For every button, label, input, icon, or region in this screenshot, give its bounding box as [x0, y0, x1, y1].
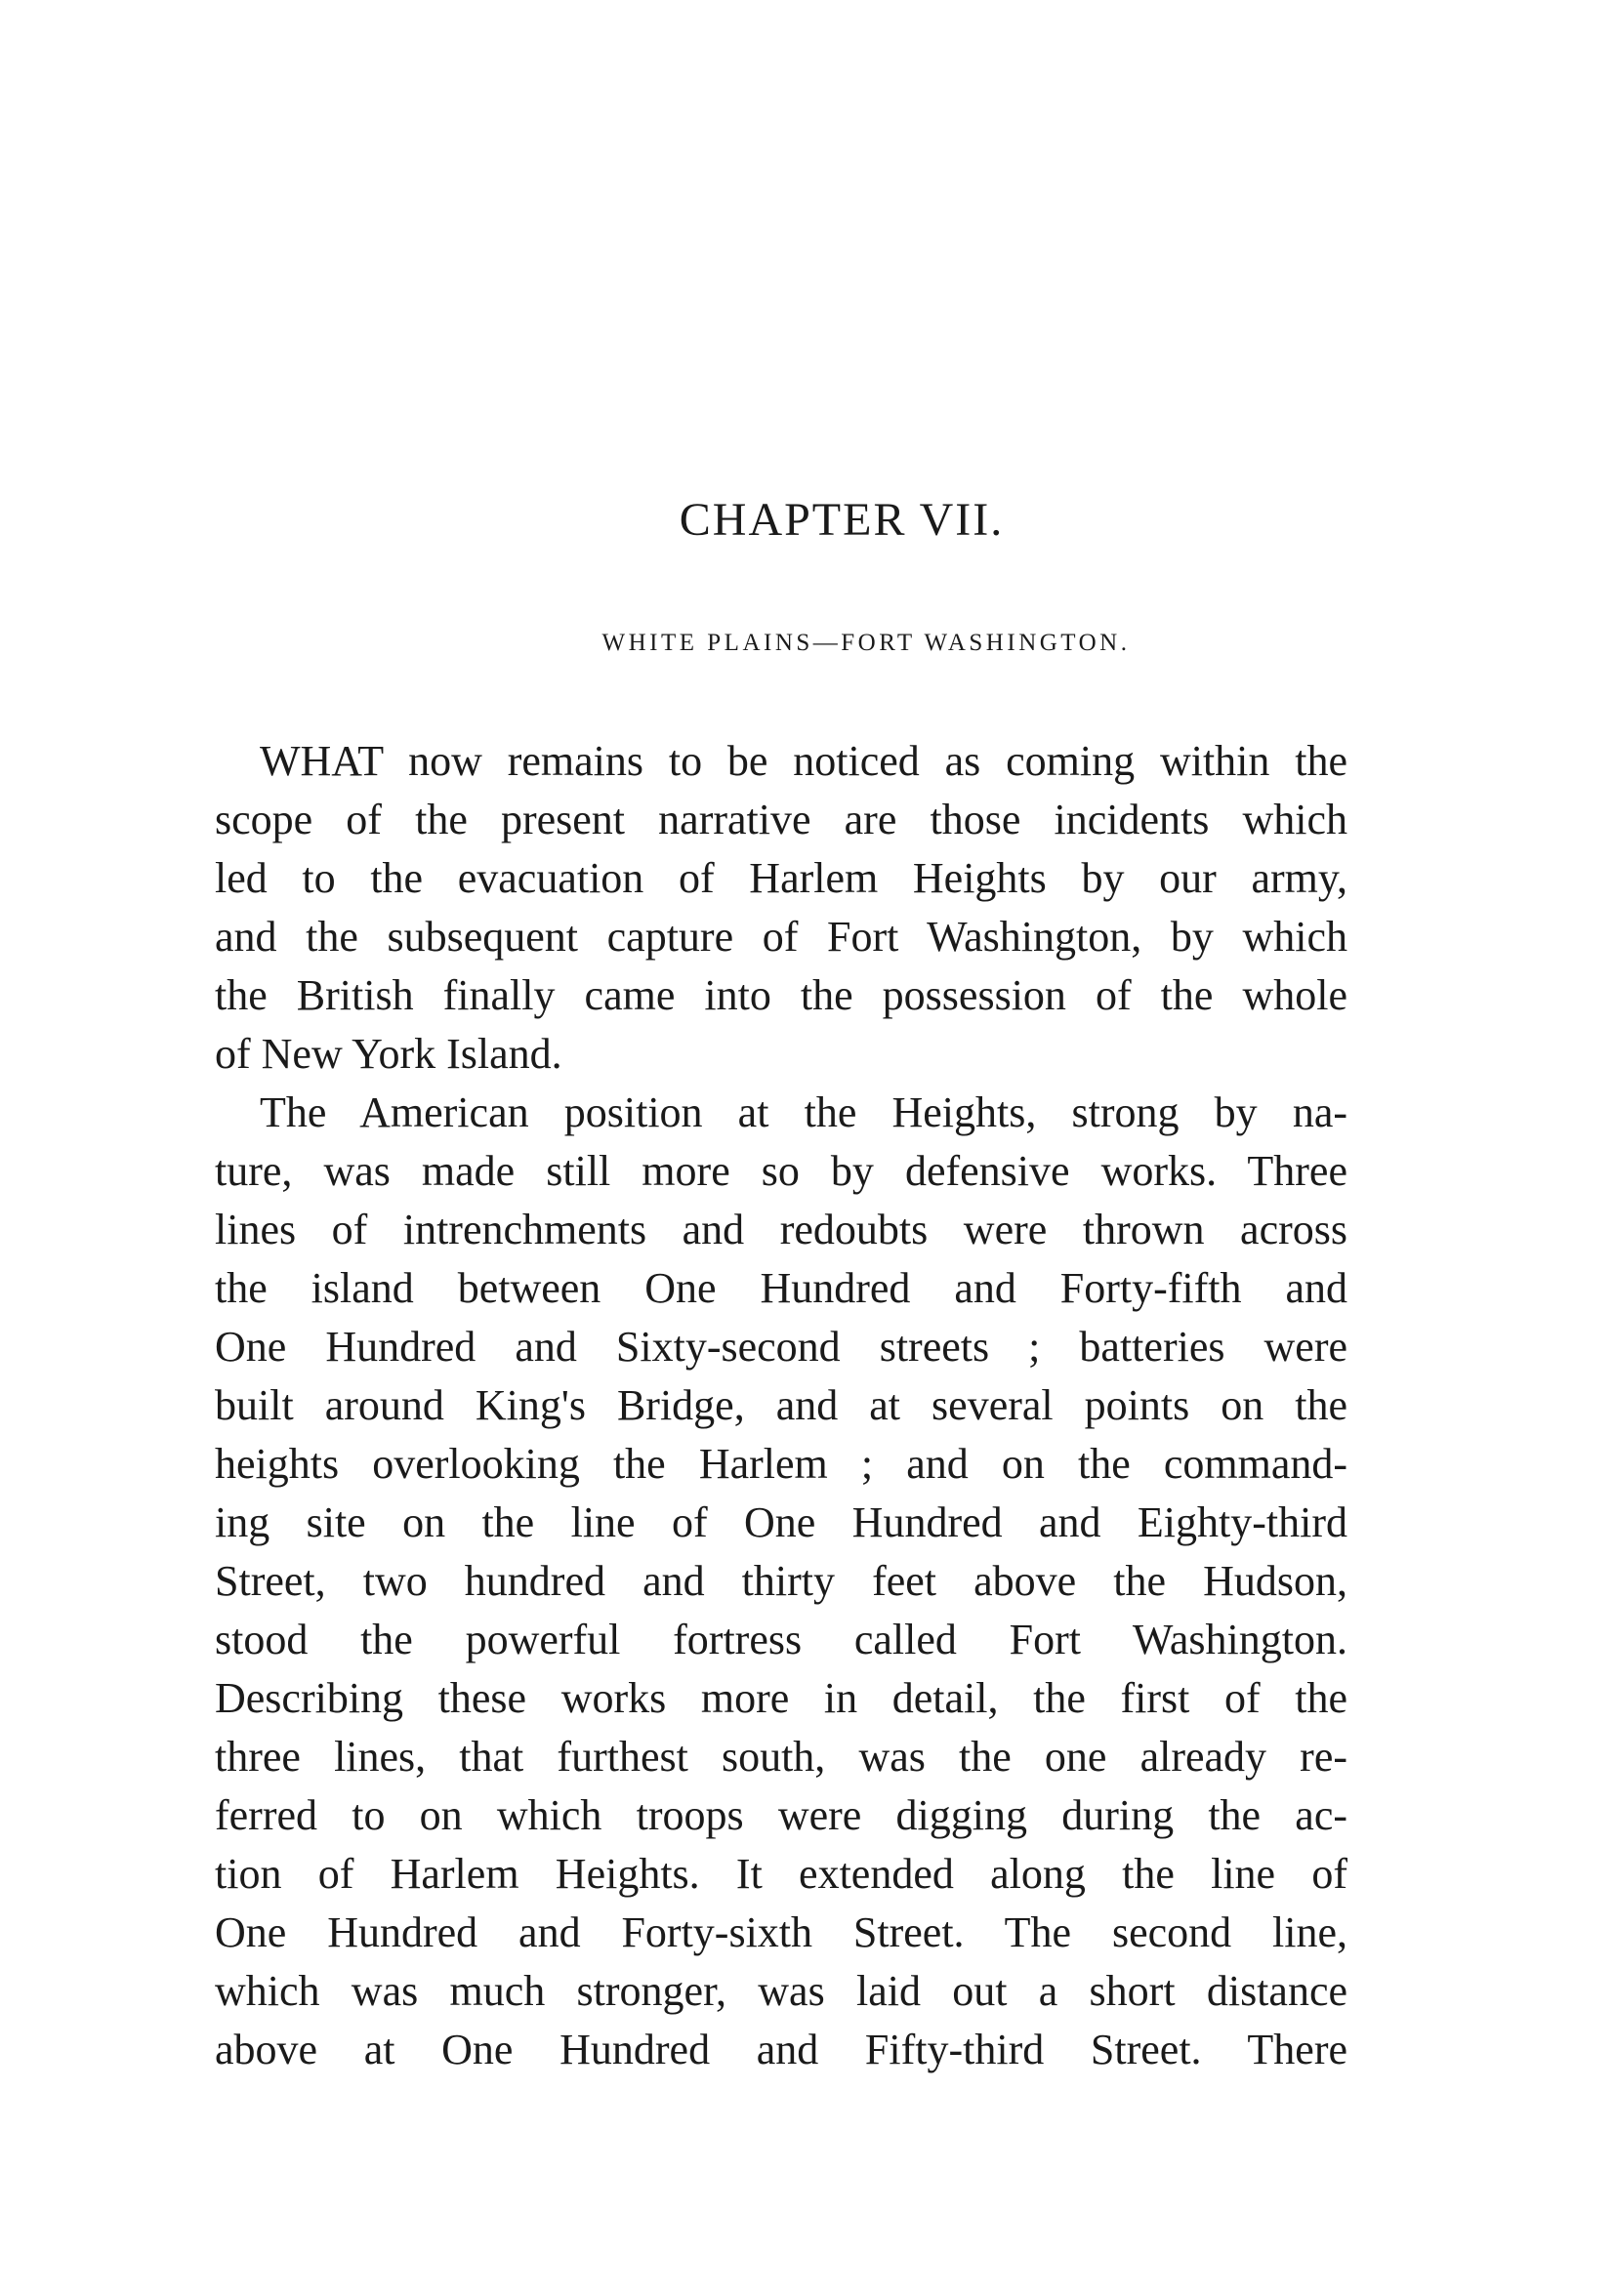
text-line: above at One Hundred and Fifty-third Street. There [215, 2026, 1347, 2073]
text-line: of New York Island. [215, 1030, 562, 1078]
paragraph-1 [215, 732, 1347, 1084]
text-line: One Hundred and Sixty-second streets ; batteries were [215, 1323, 1347, 1371]
text-line: Street, two hundred and thirty feet above the Hudson, [215, 1557, 1347, 1605]
body-text [215, 732, 1347, 2079]
paragraph-2 [215, 1084, 1347, 2079]
text-line: ing site on the line of One Hundred and Eighty-third [215, 1498, 1347, 1546]
text-line: The American position at the Heights, strong by na- [260, 1088, 1347, 1136]
chapter-title: CHAPTER VII. [679, 494, 1005, 546]
text-line: three lines, that furthest south, was the one already re- [215, 1733, 1347, 1781]
chapter-subtitle: WHITE PLAINS—FORT WASHINGTON. [601, 630, 1131, 656]
text-line: ture, was made still more so by defensive works. Three [215, 1147, 1347, 1195]
text-line: built around King's Bridge, and at several points on the [215, 1381, 1347, 1429]
text-line: One Hundred and Forty-sixth Street. The second line, [215, 1908, 1347, 1956]
text-line: the island between One Hundred and Forty-fifth and [215, 1264, 1347, 1312]
text-line: led to the evacuation of Harlem Heights by our army, [215, 854, 1347, 902]
text-line: and the subsequent capture of Fort Washington, by which [215, 913, 1347, 961]
text-line: ferred to on which troops were digging during the ac- [215, 1791, 1347, 1839]
text-line: scope of the present narrative are those incidents which [215, 796, 1347, 843]
text-line: heights overlooking the Harlem ; and on the command- [215, 1440, 1347, 1488]
text-line: which was much stronger, was laid out a short distance [215, 1967, 1347, 2015]
text-line: tion of Harlem Heights. It extended along the line of [215, 1850, 1347, 1898]
text-line: lines of intrenchments and redoubts were thrown across [215, 1206, 1347, 1253]
text-line: the British finally came into the possession of the whole [215, 971, 1347, 1019]
text-line: stood the powerful fortress called Fort Washington. [215, 1616, 1347, 1663]
text-line: Describing these works more in detail, the first of the [215, 1674, 1347, 1722]
text-line: WHAT now remains to be noticed as coming within the [260, 737, 1347, 785]
